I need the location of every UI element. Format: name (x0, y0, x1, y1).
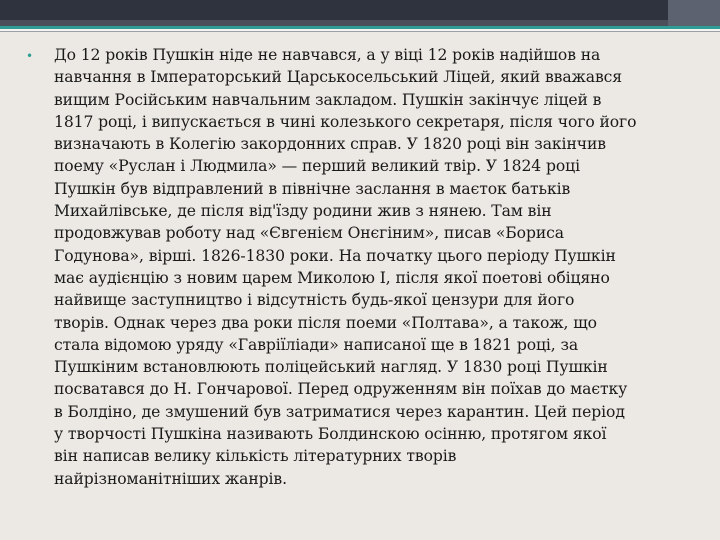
text-line: Михайлівське, де після від'їзду родини жив з нянею. Там він (54, 202, 552, 221)
text-line: До 12 років Пушкін ніде не навчався, а у віці 12 років надійшов на (54, 46, 601, 64)
text-line: поему «Руслан і Людмила» — перший великий твір. У 1824 році (54, 157, 580, 176)
accent-line-thin (0, 31, 720, 32)
text-line: творів. Однак через два роки після поеми «Полтава», а також, що (54, 313, 597, 332)
text-line: Годунова», вірші. 1826-1830 роки. На початку цього періоду Пушкін (54, 246, 616, 265)
bullet-item (22, 44, 700, 490)
text-line: вищим Російським навчальним закладом. Пушкін закінчує ліцей в (54, 90, 602, 109)
text-line: у творчості Пушкіна називають Болдинскою осінню, протягом якої (54, 425, 607, 444)
text-line: найвище заступництво і відсутність будь-якої цензури для його (54, 291, 575, 310)
header-band-tab (668, 0, 720, 26)
slide-body (22, 44, 700, 490)
text-line: Пушкін був відправлений в північне заслання в маєток батьків (54, 179, 571, 198)
text-line: 1817 році, і випускається в чині колезького секретаря, після чого його (54, 112, 637, 131)
bullet-icon: • (26, 49, 34, 63)
text-line: продовжував роботу над «Євгенієм Онєгіним», писав «Бориса (54, 224, 564, 243)
text-line: навчання в Імператорський Царськосельський Ліцей, який вважався (54, 68, 623, 87)
text-line: визначають в Колегію закордонних справ. У 1820 році він закінчив (54, 135, 606, 154)
text-line: стала відомою уряду «Гавріїліади» написаної ще в 1821 році, за (54, 335, 579, 354)
text-line: має аудієнцію з новим царем Миколою I, після якої поетові обіцяно (54, 268, 610, 287)
text-line: посватався до Н. Гончарової. Перед одруженням він поїхав до маєтку (54, 380, 628, 399)
paragraph (54, 44, 690, 490)
text-line: в Болдіно, де змушений був затриматися через карантин. Цей період (54, 402, 625, 421)
text-line: він написав велику кількість літературних творів (54, 447, 457, 466)
header-band-dark (0, 0, 720, 20)
text-line: найрізноманітніших жанрів. (54, 469, 287, 488)
text-line: Пушкіним встановлюють поліцейський нагляд. У 1830 році Пушкін (54, 358, 608, 377)
